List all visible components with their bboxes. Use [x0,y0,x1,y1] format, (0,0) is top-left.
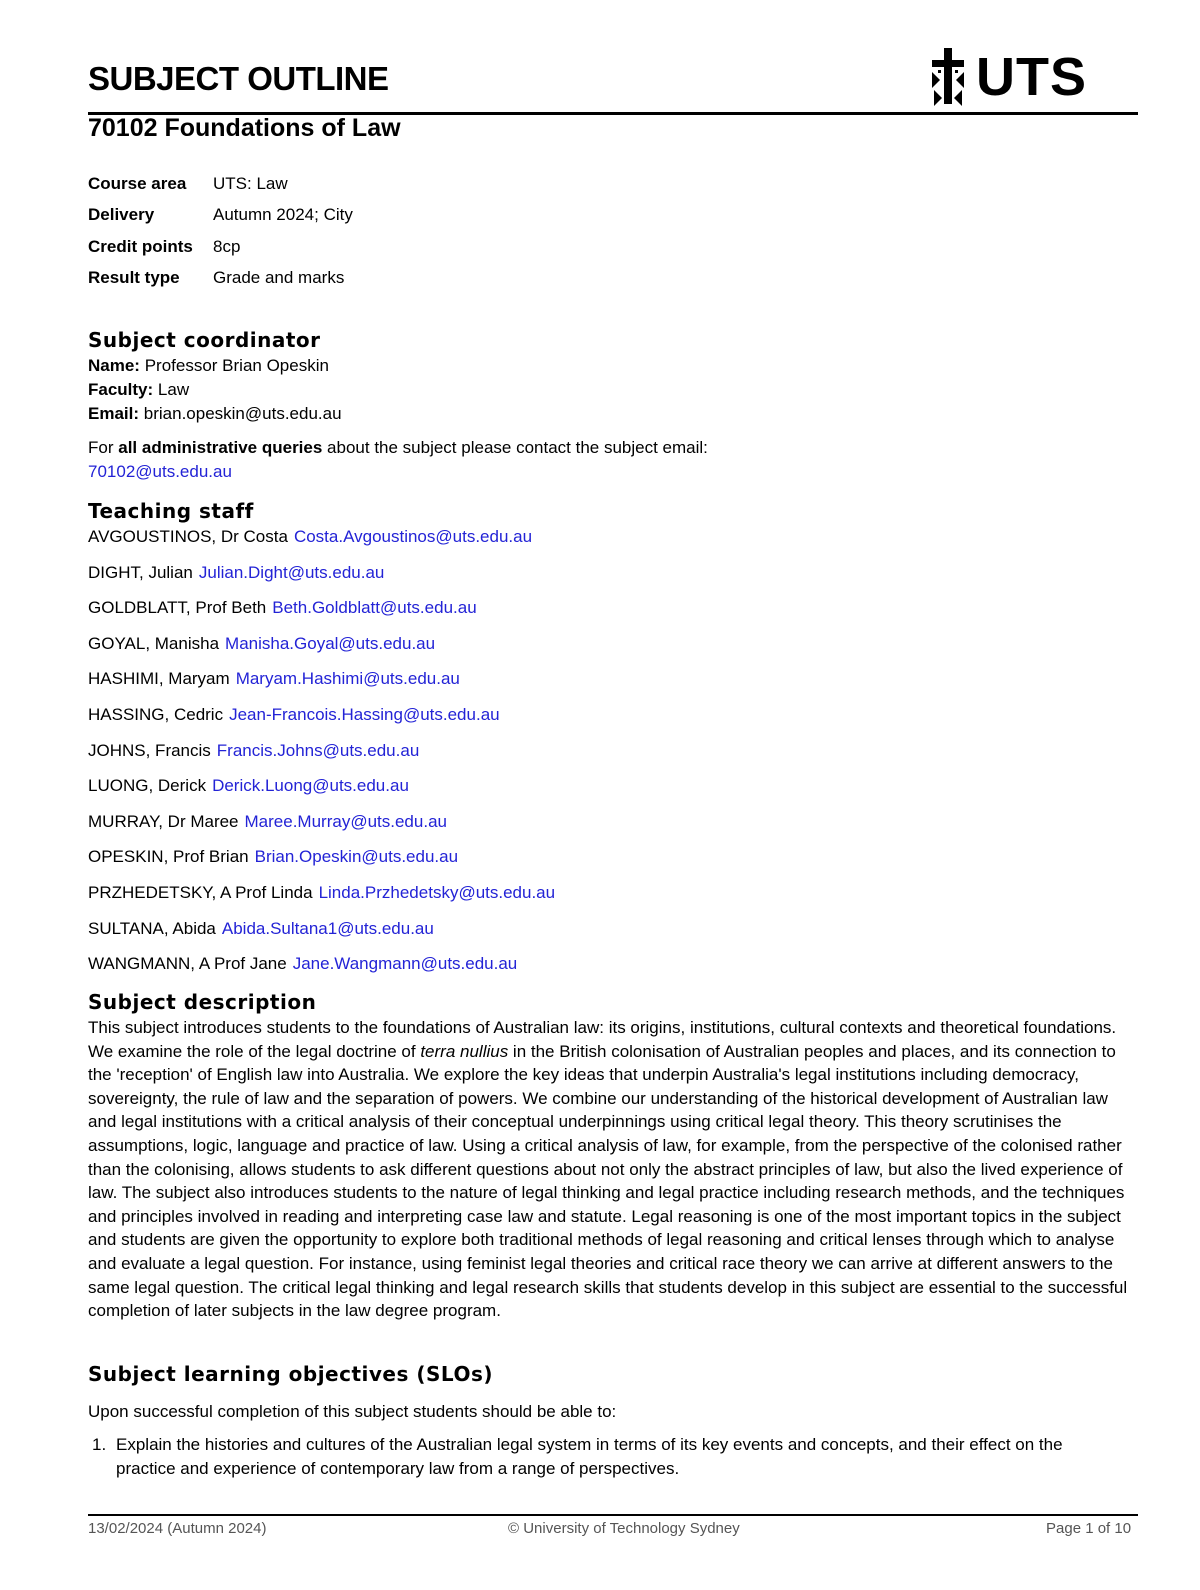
meta-value: Autumn 2024; City [213,205,353,225]
coordinator-name: Professor Brian Opeskin [144,356,329,375]
meta-key: Course area [88,173,187,193]
meta-row-result-type [88,263,353,295]
description-text-part-2: in the British colonisation of Australian peoples and places, and its connection to the 'reception' of English law into Australia. We explore the key ideas that underpin Australia's legal institutions including democracy, sovereignty, the rule of law and the separation of powers. We combine our understanding of the historical development of Australian law and legal institutions with a critical analysis of their conceptual underpinnings using critical legal theory. This theory scrutinises the assumptions, logic, language and practice of law. Using a critical analysis of law, for example, from the perspective of the colonised rather than the colonising, allows students to ask different questions about not only the abstract principles of law, but also the lived experience of law. The subject also introduces students to the nature of legal thinking and legal practice including research methods, and the techniques and principles involved in reading and interpreting case law and statute. Legal reasoning is one of the most important topics in the subject and students are given the opportunity to explore both traditional methods of legal reasoning and critical lenses through which to analyse and evaluate a legal question. For instance, using feminist legal theories and critical race theory we can arrive at different answers to the same legal question. The critical legal thinking and legal research skills that students develop in this subject are essential to the successful completion of later subjects in the law degree program. [88,1041,1128,1321]
staff-email-link[interactable]: Abida.Sultana1@uts.edu.au [221,918,434,938]
staff-email-link[interactable]: Maryam.Hashimi@uts.edu.au [235,669,460,689]
staff-email-link[interactable]: Beth.Goldblatt@uts.edu.au [272,598,477,618]
staff-name: HASSING, Cedric [88,704,224,724]
coordinator-name-line [88,354,342,378]
staff-row [88,917,555,953]
footer-date: 13/02/2024 (Autumn 2024) [88,1520,267,1537]
staff-name: LUONG, Derick [88,776,207,796]
staff-row [88,845,555,881]
admin-post: about the subject please contact the subject email: [322,438,708,457]
staff-email-link[interactable]: Manisha.Goyal@uts.edu.au [225,633,436,653]
coordinator-heading: Subject coordinator [88,328,321,352]
objectives-intro: Upon successful completion of this subject students should be able to: [88,1402,617,1421]
staff-row [88,596,555,632]
coordinator-faculty-line [88,378,342,402]
subject-title: 70102 Foundations of Law [88,114,401,142]
staff-row [88,810,555,846]
admin-bold: all administrative queries [118,438,323,457]
staff-name: GOLDBLATT, Prof Beth [88,598,267,618]
meta-row-credit-points [88,231,353,263]
staff-row [88,561,555,597]
faculty-label: Faculty: [88,380,154,399]
document-title: SUBJECT OUTLINE [88,60,389,97]
staff-name: DIGHT, Julian [88,562,193,582]
objective-text: Explain the histories and cultures of the Australian legal system in terms of its key events and concepts, and their effect on the practice and experience of contemporary law from a range of perspectives. [116,1435,1063,1478]
staff-row [88,667,555,703]
staff-name: WANGMANN, A Prof Jane [88,954,287,974]
description-text-part-1: This subject introduces students to the foundations of Australian law: its origins, institutions, cultural contexts and theoretical foundations. We examine the role of the legal doctrine of [88,1018,1117,1061]
staff-email-link[interactable]: Jane.Wangmann@uts.edu.au [292,954,518,974]
teaching-staff-heading: Teaching staff [88,499,254,523]
staff-row [88,881,555,917]
staff-name: GOYAL, Manisha [88,633,220,653]
staff-email-link[interactable]: Brian.Opeskin@uts.edu.au [254,847,459,867]
uts-crest-icon [928,46,968,108]
staff-email-link[interactable]: Maree.Murray@uts.edu.au [244,811,447,831]
meta-key: Credit points [88,236,193,256]
meta-row-delivery [88,200,353,232]
staff-email-link[interactable]: Julian.Dight@uts.edu.au [198,562,385,582]
staff-row [88,739,555,775]
footer-page-number: Page 1 of 10 [1046,1520,1132,1537]
description-heading: Subject description [88,990,317,1014]
staff-name: SULTANA, Abida [88,918,216,938]
name-label: Name: [88,356,140,375]
objectives-heading: Subject learning objectives (SLOs) [88,1362,493,1386]
footer-divider [88,1514,1138,1516]
staff-row [88,525,555,561]
meta-value: UTS: Law [213,173,288,193]
subject-meta-table [88,168,353,294]
meta-key: Delivery [88,205,155,225]
meta-value: 8cp [213,236,241,256]
staff-email-link[interactable]: Jean-Francois.Hassing@uts.edu.au [229,704,500,724]
staff-name: OPESKIN, Prof Brian [88,847,249,867]
admin-pre: For [88,438,119,457]
uts-logo [928,46,1087,108]
staff-email-link[interactable]: Derick.Luong@uts.edu.au [212,776,409,796]
staff-name: AVGOUSTINOS, Dr Costa [88,527,288,546]
staff-name: HASHIMI, Maryam [88,669,230,689]
teaching-staff-list [88,525,555,988]
coordinator-faculty: Law [157,380,190,399]
staff-row [88,774,555,810]
coordinator-email-line [88,402,342,426]
coordinator-details [88,354,342,426]
meta-key: Result type [88,268,180,288]
email-label: Email: [88,404,140,423]
staff-name: PRZHEDETSKY, A Prof Linda [88,882,313,902]
subject-description-paragraph [88,1016,1133,1323]
meta-value: Grade and marks [213,268,345,288]
objective-item [88,1433,1088,1481]
coordinator-email: brian.opeskin@uts.edu.au [143,404,342,423]
staff-email-link[interactable]: Linda.Przhedetsky@uts.edu.au [318,882,556,902]
footer-copyright: © University of Technology Sydney [508,1520,740,1537]
staff-name: JOHNS, Francis [88,740,211,760]
staff-email-link[interactable]: Francis.Johns@uts.edu.au [216,740,420,760]
staff-row [88,952,555,988]
staff-row [88,703,555,739]
admin-queries-note [88,436,708,484]
staff-name: MURRAY, Dr Maree [88,811,239,831]
description-emphasis: terra nullius [420,1041,509,1061]
subject-email-link[interactable]: 70102@uts.edu.au [88,462,232,481]
meta-row-course-area [88,168,353,200]
uts-logo-text: UTS [976,47,1087,107]
objective-number: 1. [92,1435,107,1454]
staff-row [88,632,555,668]
staff-email-link[interactable]: Costa.Avgoustinos@uts.edu.au [293,527,533,546]
